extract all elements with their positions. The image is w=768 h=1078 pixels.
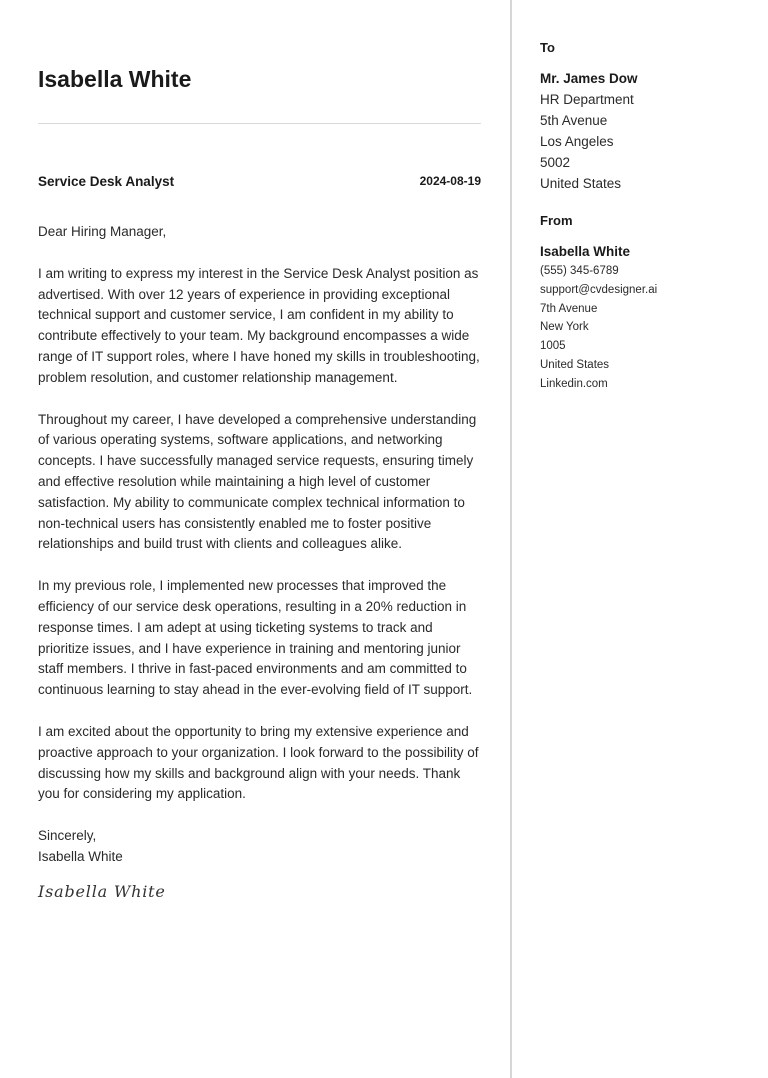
recipient-department: HR Department [540, 92, 634, 107]
salutation: Dear Hiring Manager, [38, 224, 167, 239]
recipient-city: Los Angeles [540, 134, 614, 149]
recipient-country: United States [540, 176, 622, 191]
sender-city: New York [540, 321, 589, 334]
recipient-zip: 5002 [540, 155, 571, 170]
paragraph-2: Throughout my career, I have developed a comprehensive understanding of various operating systems, software applications, and networking concepts. I have successfully managed service requests, ensuring timely and effective resolution while maintaining a high level of customer satisfaction. My ability to communicate complex technical information to non-technical users has consistently enabled me to foster positive relationships and build trust with clients and colleagues alike. [38, 411, 477, 552]
recipient-street: 5th Avenue [540, 113, 608, 128]
recipient-name: Mr. James Dow [540, 71, 638, 86]
closing-name: Isabella White [38, 848, 123, 864]
sender-country: United States [540, 358, 610, 371]
signature: Isabella White [38, 881, 166, 901]
letter-body [38, 222, 481, 903]
sender-street: 7th Avenue [540, 302, 598, 315]
sender-email: support@cvdesigner.ai [540, 283, 658, 296]
paragraph-4: I am excited about the opportunity to bring my extensive experience and proactive approach to your organization. I look forward to the possibility of discussing how my skills and background align with your needs. Thank you for considering my application. [38, 723, 479, 802]
paragraph-3: In my previous role, I implemented new processes that improved the efficiency of our service desk operations, resulting in a 20% reduction in response times. I am adept at using ticketing systems to track and prioritize issues, and I have experience in training and mentoring junior staff members. I thrive in fast-paced environments and am committed to continuous learning to stay ahead in the ever-evolving field of IT support. [38, 578, 473, 698]
recipient-label: To [540, 40, 555, 55]
applicant-name: Isabella White [38, 66, 192, 92]
letter-date: 2024-08-19 [419, 174, 481, 188]
paragraph-1: I am writing to express my interest in the Service Desk Analyst position as advertised. With over 12 years of experience in providing exceptional technical support and customer service, I am confident in my ability to contribute effectively to your team. My background encompasses a wide range of IT support roles, where I have honed my skills in troubleshooting, problem resolution, and customer relationship management. [38, 265, 480, 385]
closing: Sincerely, [38, 828, 97, 844]
sender-linkedin: Linkedin.com [540, 377, 608, 390]
sender-zip: 1005 [540, 340, 566, 353]
sender-label: From [540, 213, 573, 228]
sender-name: Isabella White [540, 244, 631, 259]
sender-phone: (555) 345-6789 [540, 265, 619, 277]
recipient-block [540, 40, 638, 194]
job-title: Service Desk Analyst [38, 174, 175, 189]
sender-block [540, 213, 657, 394]
header-divider [38, 123, 481, 124]
column-divider [510, 0, 512, 1078]
